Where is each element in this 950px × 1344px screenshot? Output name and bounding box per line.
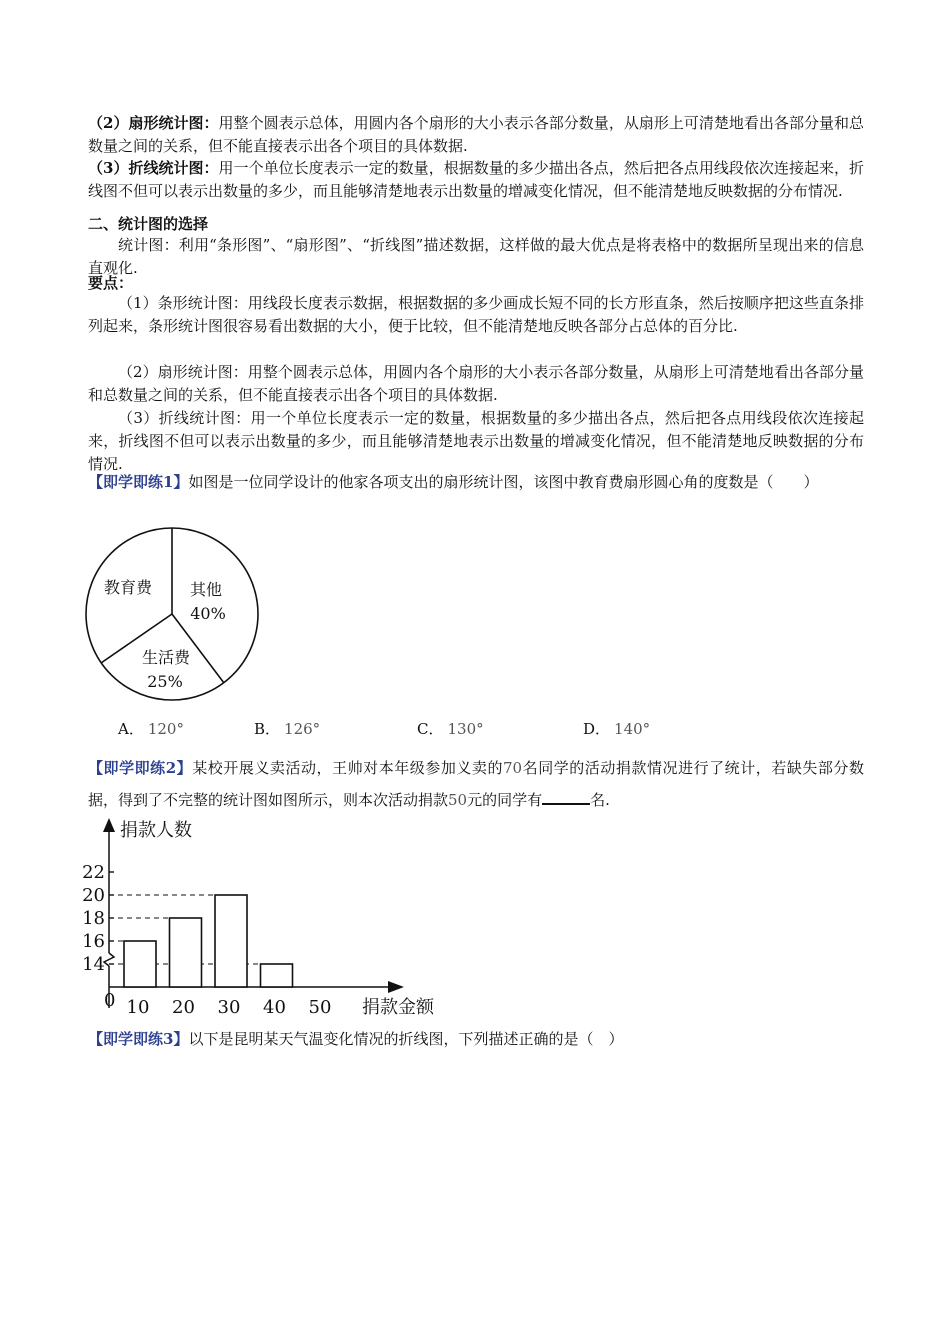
exercise-3-question: 【即学即练3】以下是昆明某天气温变化情况的折线图，下列描述正确的是（ ） bbox=[88, 1030, 624, 1048]
pie-label-other-pct: 40% bbox=[190, 604, 226, 623]
y-tick-label: 16 bbox=[82, 931, 105, 952]
x-axis-label: 捐款金额 bbox=[362, 997, 434, 1018]
bars bbox=[124, 895, 293, 987]
pie-chart bbox=[80, 525, 280, 710]
section-intro: 统计图：利用“条形图”、“扇形图”、“折线图”描述数据，这样做的最大优点是将表格中的数据所呈现出来的信息直观化. bbox=[88, 236, 864, 277]
bar bbox=[215, 895, 247, 987]
y-tick-label: 14 bbox=[82, 954, 105, 975]
x-axis-arrow bbox=[388, 981, 404, 993]
bar bbox=[170, 918, 202, 987]
y-axis-label: 捐款人数 bbox=[120, 820, 192, 841]
y-tick-label: 22 bbox=[82, 862, 105, 883]
pie-label-living: 生活费 bbox=[141, 648, 191, 667]
bar bbox=[261, 964, 293, 987]
section-heading: 二、统计图的选择 bbox=[88, 215, 209, 233]
key-point-pie: （2）扇形统计图：用整个圆表示总体，用圆内各个扇形的大小表示各部分数量，从扇形上可清楚地看出各部分量和总数量之间的关系，但不能直接表示出各个项目的具体数据. bbox=[88, 363, 864, 404]
origin-label: 0 bbox=[104, 990, 116, 1011]
y-tick-label: 20 bbox=[82, 885, 105, 906]
option-c[interactable]: C． 130° bbox=[417, 720, 484, 738]
pie-label-living-pct: 25% bbox=[147, 672, 183, 691]
option-b[interactable]: B． 126° bbox=[254, 720, 321, 738]
bar-chart bbox=[80, 812, 460, 1024]
x-tick-label: 30 bbox=[217, 997, 241, 1018]
exercise-1-tag: 【即学即练1】 bbox=[88, 473, 189, 491]
option-d[interactable]: D． 140° bbox=[583, 720, 651, 738]
key-point-line: （3）折线统计图：用一个单位长度表示一定的数量，根据数量的多少描出各点，然后把各点用线段依次连接起来，折线图不但可以表示出数量的多少，而且能够清楚地表示出数量的增减变化情况，但不能清楚地反映数据的分布情况. bbox=[88, 409, 864, 473]
x-tick-label: 40 bbox=[263, 997, 286, 1018]
exercise-2-question: 【即学即练2】某校开展义卖活动，王帅对本年级参加义卖的70名同学的活动捐款情况进行了统计，若缺失部分数据，得到了不完整的统计图如图所示，则本次活动捐款50元的同学有 名. bbox=[88, 759, 864, 809]
bar bbox=[124, 941, 156, 987]
answer-blank[interactable] bbox=[542, 789, 590, 805]
y-tick-label: 18 bbox=[82, 908, 105, 929]
pie-label-other: 其他 bbox=[189, 580, 223, 599]
option-a[interactable]: A． 120° bbox=[118, 720, 184, 738]
exercise-3-tag: 【即学即练3】 bbox=[88, 1030, 189, 1048]
x-tick-label: 50 bbox=[308, 997, 332, 1018]
exercise-1-question: 【即学即练1】如图是一位同学设计的他家各项支出的扇形统计图，该图中教育费扇形圆心角的度数是（ ） bbox=[88, 473, 819, 491]
x-ticks bbox=[127, 997, 332, 1018]
pie-label-education: 教育费 bbox=[103, 578, 153, 597]
pie-chart-definition: （2）扇形统计图：用整个圆表示总体，用圆内各个扇形的大小表示各部分数量，从扇形上可清楚地看出各部分量和总数量之间的关系，但不能直接表示出各个项目的具体数据. bbox=[88, 114, 864, 155]
key-points-label: 要点： bbox=[88, 274, 134, 292]
x-tick-label: 10 bbox=[126, 997, 150, 1018]
y-axis-arrow bbox=[103, 818, 115, 832]
key-point-bar: （1）条形统计图：用线段长度表示数据，根据数据的多少画成长短不同的长方形直条，然后按顺序把这些直条排列起来，条形统计图很容易看出数据的大小，便于比较，但不能清楚地反映各部分占总体的百分比. bbox=[88, 294, 864, 335]
exercise-2-tag: 【即学即练2】 bbox=[88, 759, 193, 777]
x-tick-label: 20 bbox=[172, 997, 195, 1018]
line-chart-definition: （3）折线统计图：用一个单位长度表示一定的数量，根据数量的多少描出各点，然后把各点用线段依次连接起来，折线图不但可以表示出数量的多少，而且能够清楚地表示出数量的增减变化情况，但不能清楚地反映数据的分布情况. bbox=[88, 159, 864, 200]
